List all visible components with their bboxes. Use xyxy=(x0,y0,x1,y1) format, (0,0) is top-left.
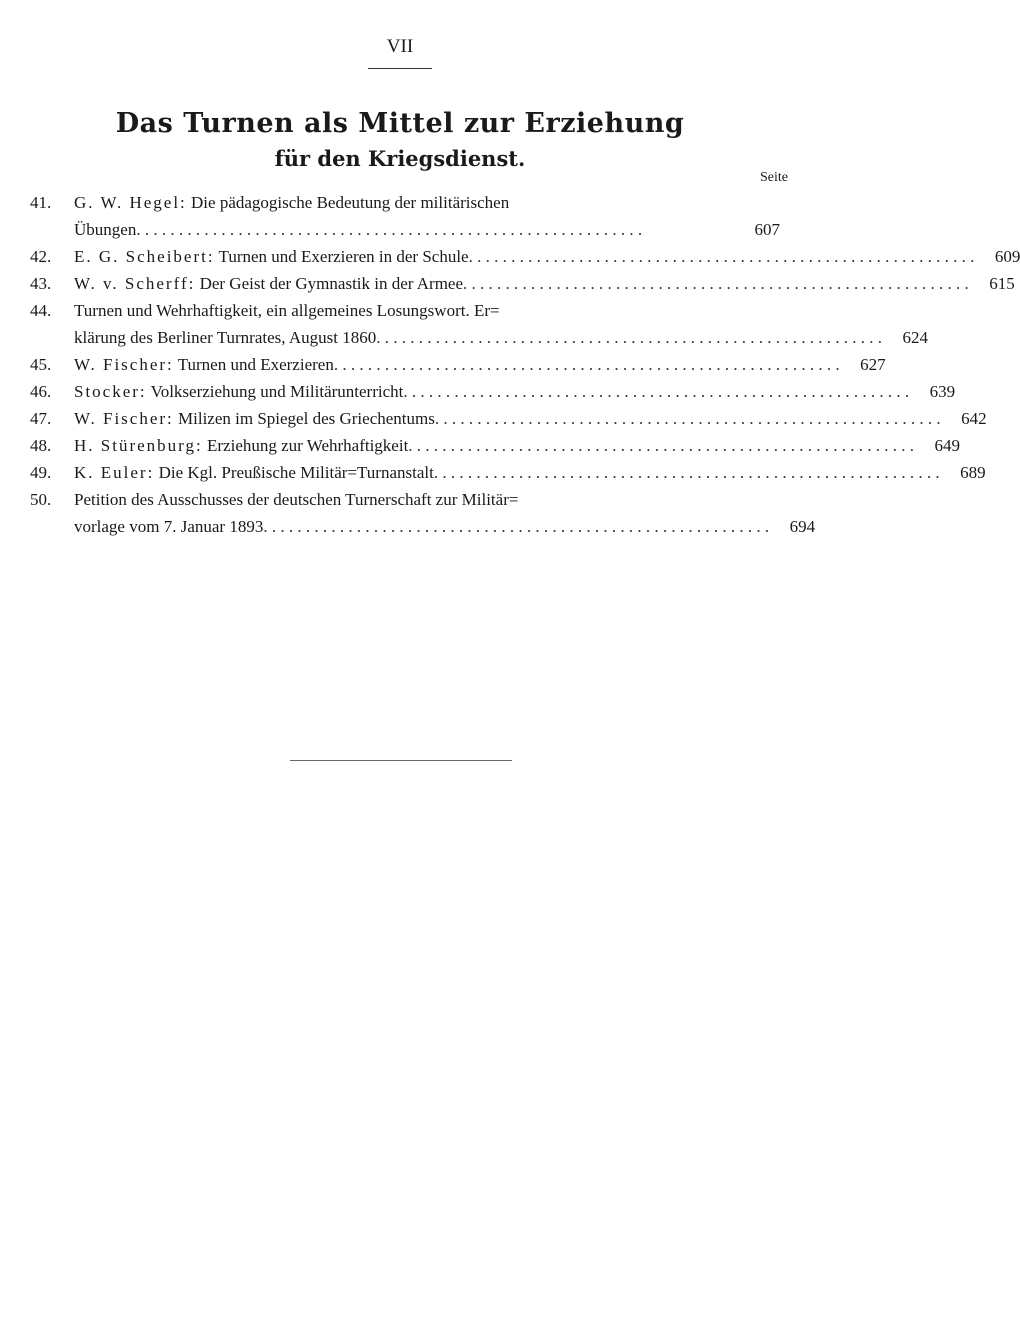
leader-dots xyxy=(434,459,940,486)
leader-dots xyxy=(263,513,769,540)
entry-number: 41. xyxy=(30,193,52,212)
leader-dots xyxy=(136,216,734,243)
entry-author: H. Stürenburg: xyxy=(74,436,203,455)
entry-title-line: Petition des Ausschusses der deutschen Turnerschaft zur Militär= xyxy=(74,490,519,509)
entry-page: 609 xyxy=(994,247,1020,266)
leader-dots xyxy=(469,243,975,270)
toc-entry xyxy=(30,189,780,243)
entry-number: 42. xyxy=(30,247,52,266)
chapter-title: Das Turnen als Mittel zur Erziehung xyxy=(115,108,685,139)
entry-number: 44. xyxy=(30,301,52,320)
table-of-contents xyxy=(30,189,1020,540)
entry-author: W. Fischer: xyxy=(74,355,174,374)
entry-number: 45. xyxy=(30,355,52,374)
entry-title-line: Turnen und Exerzieren in der Schule xyxy=(218,247,469,266)
entry-author: K. Euler: xyxy=(74,463,155,482)
entry-author: Stocker: xyxy=(74,382,147,401)
entry-title-line: klärung des Berliner Turnrates, August 1860 xyxy=(74,328,377,347)
entry-number: 46. xyxy=(30,382,52,401)
entry-number: 43. xyxy=(30,274,52,293)
entry-title-line: Turnen und Exerzieren xyxy=(177,355,334,374)
entry-number: 49. xyxy=(30,463,52,482)
page-number-rule xyxy=(368,68,432,69)
leader-dots xyxy=(408,432,914,459)
entry-page: 642 xyxy=(961,409,987,428)
entry-number: 48. xyxy=(30,436,52,455)
entry-page: 627 xyxy=(860,355,886,374)
entry-author: G. W. Hegel: xyxy=(74,193,187,212)
entry-title-line: Die pädagogische Bedeutung der militärischen xyxy=(191,193,510,212)
entry-author: W. Fischer: xyxy=(74,409,174,428)
entry-title-line: Übungen xyxy=(74,220,137,239)
entry-author: E. G. Scheibert: xyxy=(74,247,215,266)
entry-page: 639 xyxy=(929,382,956,401)
entry-page: 689 xyxy=(960,463,986,482)
entry-page: 649 xyxy=(934,436,961,455)
entry-title-line: Volkserziehung und Militärunterricht xyxy=(150,382,404,401)
entry-page: 694 xyxy=(789,517,816,536)
page-number: VII xyxy=(386,36,414,57)
entry-page: 624 xyxy=(902,328,928,347)
toc-entry xyxy=(30,270,1015,297)
leader-dots xyxy=(435,405,941,432)
toc-entry xyxy=(30,378,956,405)
toc-entry xyxy=(30,405,987,432)
entry-title-line: vorlage vom 7. Januar 1893 xyxy=(74,517,264,536)
entry-title-line: Milizen im Spiegel des Griechentums xyxy=(178,409,435,428)
leader-dots xyxy=(334,351,840,378)
leader-dots xyxy=(403,378,909,405)
entry-title-line: Die Kgl. Preußische Militär=Turnanstalt xyxy=(158,463,434,482)
entry-number: 47. xyxy=(30,409,52,428)
chapter-subtitle: für den Kriegsdienst. xyxy=(274,146,526,171)
toc-entry xyxy=(30,243,1020,270)
entry-page: 615 xyxy=(989,274,1015,293)
entry-number: 50. xyxy=(30,490,52,509)
toc-entry xyxy=(30,432,961,459)
toc-entry xyxy=(30,297,928,351)
entry-author: W. v. Scherff: xyxy=(74,274,196,293)
page-column-label: Seite xyxy=(760,170,788,185)
toc-entry xyxy=(30,459,986,486)
leader-dots xyxy=(463,270,969,297)
toc-entry xyxy=(30,351,886,378)
leader-dots xyxy=(376,324,882,351)
toc-entry xyxy=(30,486,816,540)
entry-title-line: Der Geist der Gymnastik in der Armee xyxy=(199,274,464,293)
bottom-rule xyxy=(290,760,512,761)
entry-page: 607 xyxy=(754,220,780,239)
entry-title-line: Turnen und Wehrhaftigkeit, ein allgemeines Losungswort. Er= xyxy=(74,301,500,320)
entry-title-line: Erziehung zur Wehrhaftigkeit xyxy=(207,436,409,455)
